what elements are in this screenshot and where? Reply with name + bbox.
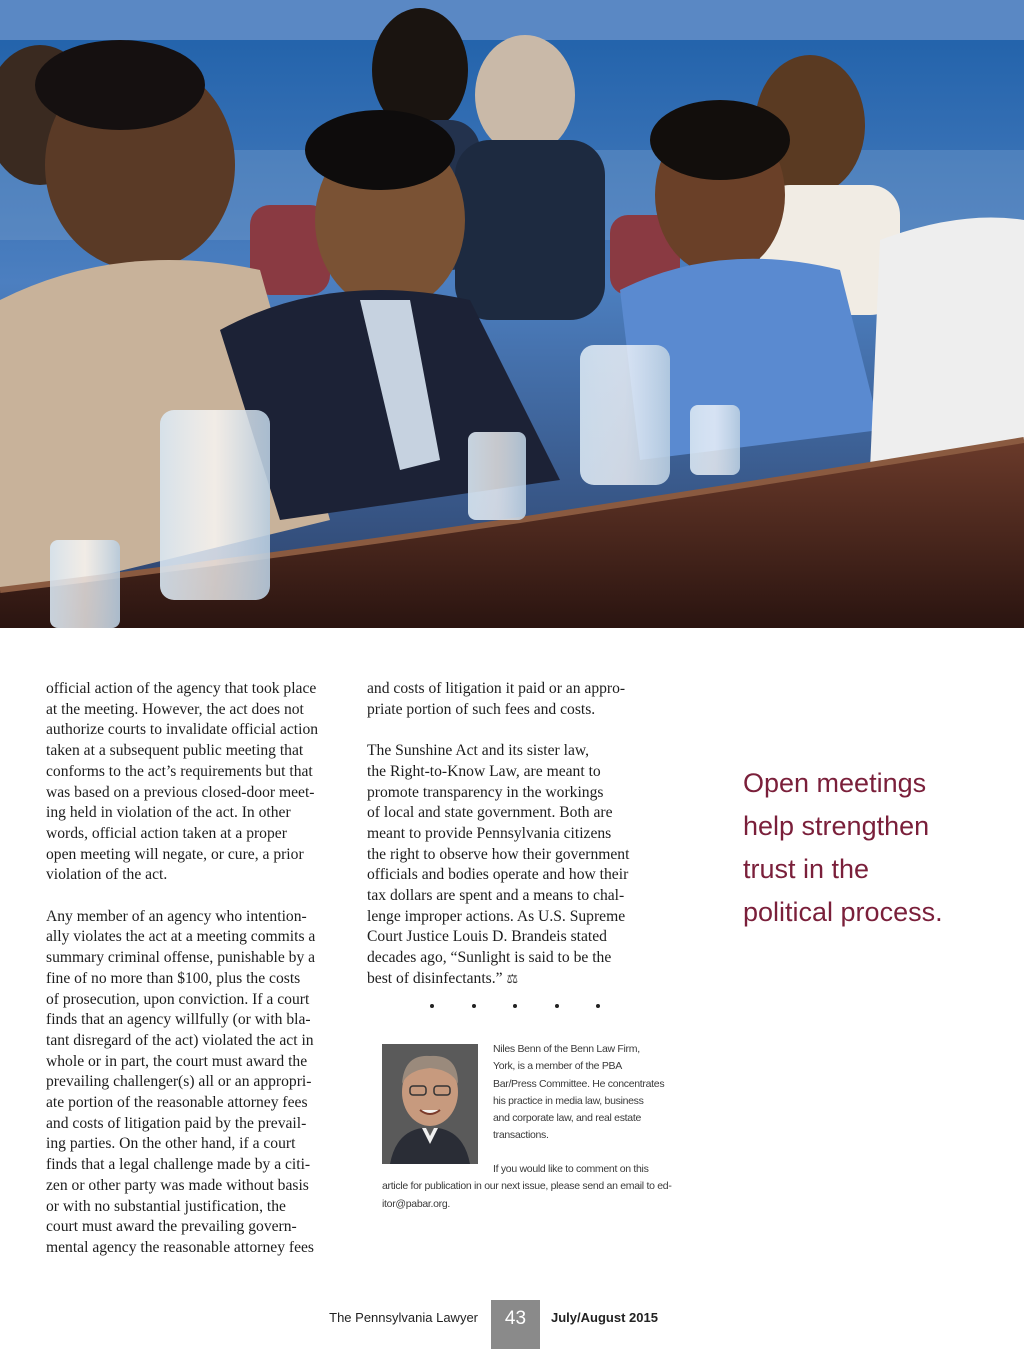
text-line: violation of the act. <box>46 866 168 884</box>
text-line: at the meeting. However, the act does not <box>46 700 304 718</box>
author-bio <box>493 1041 665 1145</box>
text-line: summary criminal offense, punishable by a <box>46 949 316 967</box>
issue-date: July/August 2015 <box>551 1310 658 1325</box>
text-line: the Right-to-Know Law, are meant to <box>367 762 601 780</box>
text-line-content: best of disinfectants.” <box>367 969 503 987</box>
text-line: words, official action taken at a proper <box>46 824 287 842</box>
dot-icon <box>513 1004 517 1008</box>
text-line: officials and bodies operate and how their <box>367 866 629 884</box>
dot-icon <box>472 1004 476 1008</box>
bio-line: and corporate law, and real estate <box>493 1112 641 1125</box>
scales-of-justice-icon: ⚖ <box>506 970 519 986</box>
bio-line: York, is a member of the PBA <box>493 1060 622 1073</box>
text-line: was based on a previous closed-door meet- <box>46 783 315 801</box>
page-footer <box>0 1300 1024 1349</box>
text-line: finds that an agency willfully (or with bla- <box>46 1011 311 1029</box>
text-line: tant disregard of the act) violated the act in <box>46 1031 314 1049</box>
paragraph <box>367 741 657 989</box>
text-line: and costs of litigation it paid or an appro- <box>367 680 626 697</box>
pull-quote <box>743 762 1003 934</box>
text-line: Court Justice Louis D. Brandeis stated <box>367 928 607 946</box>
dot-icon <box>430 1004 434 1008</box>
author-headshot <box>382 1044 478 1164</box>
comment-invitation <box>382 1161 672 1213</box>
bio-line: Bar/Press Committee. He concentrates <box>493 1077 665 1090</box>
bio-line: transactions. <box>493 1129 549 1142</box>
pull-quote-line: help strengthen <box>743 811 930 841</box>
text-line: promote transparency in the workings <box>367 783 604 801</box>
text-line: decades ago, “Sunlight is said to be the <box>367 949 612 967</box>
five-dot-separator-icon <box>430 1004 600 1008</box>
text-line: ing held in violation of the act. In other <box>46 804 291 822</box>
text-line: Any member of an agency who intention- <box>46 907 307 925</box>
text-line: authorize courts to invalidate official action <box>46 721 319 739</box>
text-line: lenge improper actions. As U.S. Supreme <box>367 907 626 925</box>
text-line: priate portion of such fees and costs. <box>367 700 596 718</box>
paragraph <box>46 679 346 886</box>
comment-line: itor@pabar.org. <box>382 1197 451 1210</box>
comment-line: article for publication in our next issue, please send an email to ed- <box>382 1180 672 1193</box>
comment-line: If you would like to comment on this <box>493 1163 649 1175</box>
publication-name: The Pennsylvania Lawyer <box>329 1310 478 1325</box>
text-line: court must award the prevailing govern- <box>46 1218 297 1236</box>
paragraph <box>367 679 657 720</box>
text-line: The Sunshine Act and its sister law, <box>367 742 590 760</box>
bio-line: Niles Benn of the Benn Law Firm, <box>493 1043 640 1055</box>
text-line: prevailing challenger(s) all or an appropri- <box>46 1073 312 1091</box>
text-line: zen or other party was made without basis <box>46 1176 309 1194</box>
text-line: of prosecution, upon conviction. If a court <box>46 990 310 1008</box>
text-line: taken at a subsequent public meeting that <box>46 742 304 760</box>
audience-photo-icon <box>0 0 1024 628</box>
text-line: meant to provide Pennsylvania citizens <box>367 824 612 842</box>
text-line: of local and state government. Both are <box>367 804 613 822</box>
bio-line: his practice in media law, business <box>493 1094 644 1107</box>
text-line: or with no substantial justification, the <box>46 1197 286 1215</box>
author-photo-icon <box>382 1044 478 1164</box>
text-line <box>367 969 657 990</box>
text-line: the right to observe how their government <box>367 845 630 863</box>
text-line: ally violates the act at a meeting commits a <box>46 928 316 946</box>
text-line: mental agency the reasonable attorney fees <box>46 1238 314 1256</box>
text-line: ate portion of the reasonable attorney fees <box>46 1094 308 1112</box>
text-line: tax dollars are spent and a means to chal- <box>367 887 625 905</box>
text-line: ing parties. On the other hand, if a court <box>46 1135 296 1153</box>
text-line: official action of the agency that took place <box>46 680 317 697</box>
paragraph <box>46 907 346 1259</box>
page-number: 43 <box>491 1300 540 1349</box>
pull-quote-line: political process. <box>743 897 943 927</box>
hero-photo <box>0 0 1024 628</box>
text-line: finds that a legal challenge made by a citi- <box>46 1156 311 1174</box>
dot-icon <box>555 1004 559 1008</box>
pull-quote-line: Open meetings <box>743 768 927 798</box>
dot-icon <box>596 1004 600 1008</box>
text-line: and costs of litigation paid by the prevail- <box>46 1114 307 1132</box>
article-column-left <box>46 679 346 1259</box>
text-line: conforms to the act’s requirements but that <box>46 762 313 780</box>
text-line: fine of no more than $100, plus the costs <box>46 969 301 987</box>
pull-quote-line: trust in the <box>743 854 870 884</box>
text-line: whole or in part, the court must award the <box>46 1052 308 1070</box>
article-column-middle <box>367 679 657 990</box>
text-line: open meeting will negate, or cure, a prior <box>46 845 304 863</box>
